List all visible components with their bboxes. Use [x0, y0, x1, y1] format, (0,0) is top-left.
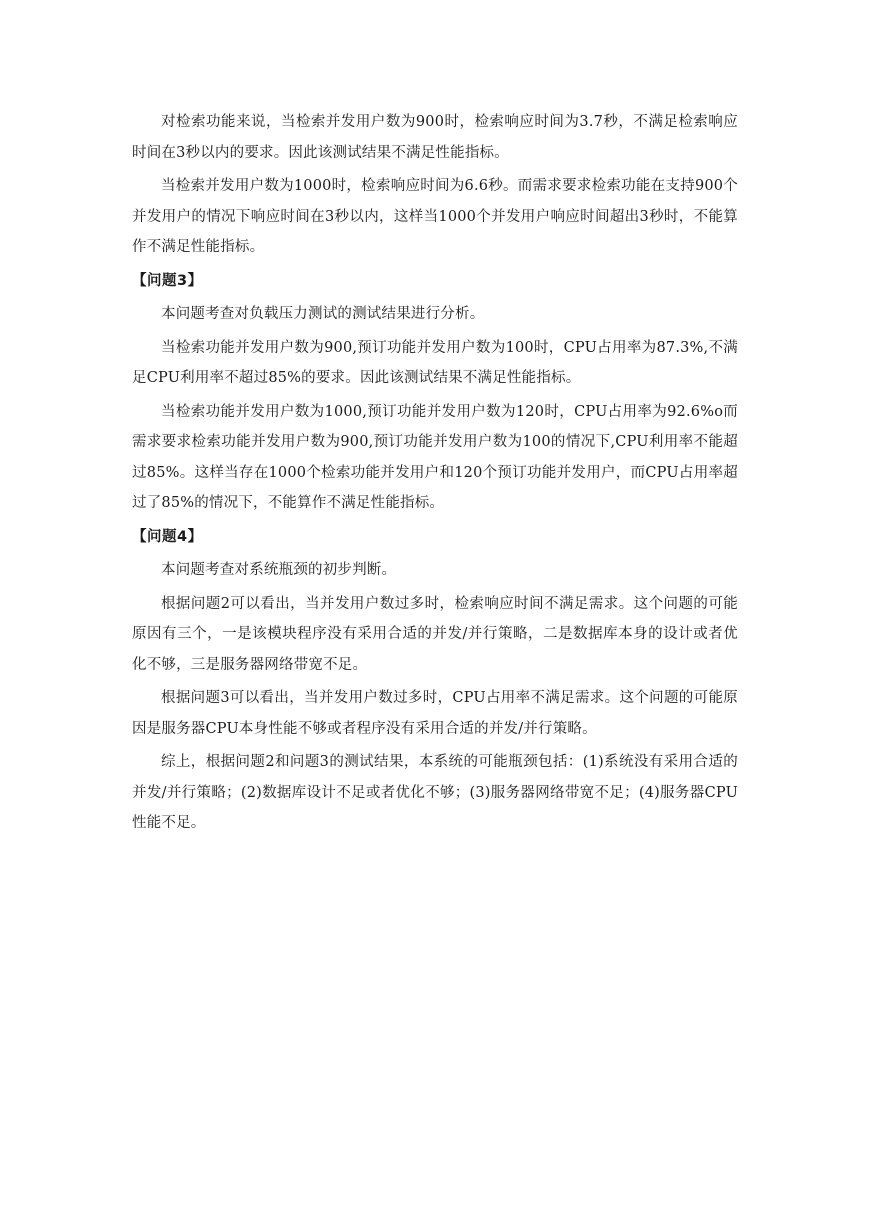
paragraph-q4-response-cause: 根据问题2可以看出，当并发用户数过多时，检索响应时间不满足需求。这个问题的可能原因有三个，一是该模块程序没有采用合适的并发/并行策略，二是数据库本身的设计或者优化不够，三是服务器网络带宽不足。 — [132, 595, 738, 673]
heading-question-4: 【问题4】 — [132, 528, 203, 545]
paragraph-q3-intro: 本问题考查对负载压力测试的测试结果进行分析。 — [161, 306, 485, 322]
paragraph-q4-summary: 综上，根据问题2和问题3的测试结果，本系统的可能瓶颈包括：(1)系统没有采用合适的并发/并行策略；(2)数据库设计不足或者优化不够；(3)服务器网络带宽不足；(4)服务器CPU性能不足。 — [132, 754, 738, 831]
paragraph-q3-cpu-900: 当检索功能并发用户数为900,预订功能并发用户数为100时，CPU占用率为87.3%,不满足CPU利用率不超过85%的要求。因此该测试结果不满足性能指标。 — [132, 339, 738, 386]
document-page — [132, 107, 738, 839]
paragraph-q4-intro: 本问题考查对系统瓶颈的初步判断。 — [161, 562, 397, 578]
heading-question-3: 【问题3】 — [132, 272, 203, 289]
paragraph-search-response-900: 对检索功能来说，当检索并发用户数为900时，检索响应时间为3.7秒，不满足检索响应时间在3秒以内的要求。因此该测试结果不满足性能指标。 — [132, 114, 738, 161]
paragraph-search-response-1000: 当检索并发用户数为1000时，检索响应时间为6.6秒。而需求要求检索功能在支持900个并发用户的情况下响应时间在3秒以内，这样当1000个并发用户响应时间超出3秒时，不能算作不满足性能指标。 — [132, 178, 738, 255]
paragraph-q3-cpu-1000: 当检索功能并发用户数为1000,预订功能并发用户数为120时，CPU占用率为92.6%o而需求要求检索功能并发用户数为900,预订功能并发用户数为100的情况下,CPU利用率不能超过85%。这样当存在1000个检索功能并发用户和120个预订功能并发用户，而CPU占用率超过了85%的情况下，不能算作不满足性能指标。 — [132, 403, 738, 511]
paragraph-q4-cpu-cause: 根据问题3可以看出，当并发用户数过多时，CPU占用率不满足需求。这个问题的可能原因是服务器CPU本身性能不够或者程序没有采用合适的并发/并行策略。 — [132, 690, 738, 737]
